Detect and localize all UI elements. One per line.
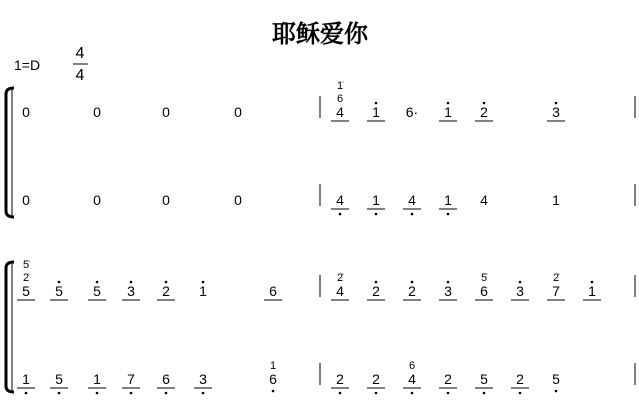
note: 1	[22, 371, 30, 387]
octave-dot-high	[555, 102, 558, 105]
note: 3	[552, 104, 560, 120]
chord-tone: 2̇	[336, 272, 344, 284]
note: 5	[552, 371, 560, 387]
chord-tone: 2̇	[552, 272, 560, 284]
note: 3	[444, 283, 452, 299]
note: 3	[127, 283, 135, 299]
note: 0	[234, 104, 242, 120]
note: 5	[22, 283, 30, 299]
octave-dot-high	[58, 281, 61, 284]
note: 4	[408, 371, 416, 387]
note: 6	[269, 371, 277, 387]
note: 1	[444, 192, 452, 208]
chord-tone: 1̇	[336, 80, 344, 92]
chord-tone: 1	[269, 360, 277, 372]
note: 0	[93, 192, 101, 208]
note: 0	[93, 104, 101, 120]
note: 4	[408, 192, 416, 208]
key-signature: 1=D	[14, 57, 41, 73]
note: 0	[162, 104, 170, 120]
note: 1	[588, 283, 596, 299]
note: 2	[336, 371, 344, 387]
note: 1	[372, 192, 380, 208]
octave-dot-high	[483, 102, 486, 105]
octave-dot-low	[483, 392, 486, 395]
octave-dot-low	[339, 213, 342, 216]
octave-dot-high	[411, 281, 414, 284]
note: 0	[162, 192, 170, 208]
octave-dot-high	[447, 102, 450, 105]
note: 0	[22, 104, 30, 120]
note: 2	[372, 283, 380, 299]
octave-dot-low	[96, 392, 99, 395]
octave-dot-high	[519, 281, 522, 284]
octave-dot-low	[202, 392, 205, 395]
time-signature-bottom: 4	[75, 67, 85, 84]
octave-dot-high	[591, 281, 594, 284]
note: 5	[55, 283, 63, 299]
octave-dot-high	[202, 281, 205, 284]
note: 3	[199, 371, 207, 387]
octave-dot-low	[519, 392, 522, 395]
octave-dot-low	[58, 392, 61, 395]
note: 4	[336, 192, 344, 208]
note: 4	[336, 104, 344, 120]
note: 5	[93, 283, 101, 299]
note: 3	[516, 283, 524, 299]
note: 6	[162, 371, 170, 387]
note: 0	[234, 192, 242, 208]
system-2	[6, 259, 635, 394]
note: 1	[93, 371, 101, 387]
octave-dot-high	[96, 281, 99, 284]
octave-dot-low	[25, 392, 28, 395]
octave-dot-low	[339, 392, 342, 395]
note: 5	[480, 371, 488, 387]
note: 6·	[405, 104, 419, 120]
octave-dot-high	[165, 281, 168, 284]
octave-dot-low	[130, 392, 133, 395]
octave-dot-high	[447, 281, 450, 284]
octave-dot-low	[411, 392, 414, 395]
note: 1	[199, 283, 207, 299]
time-signature-top: 4	[75, 45, 85, 62]
system-bracket	[6, 88, 14, 217]
system-bracket	[6, 262, 14, 392]
note: 2	[408, 283, 416, 299]
octave-dot-low	[272, 390, 275, 393]
octave-dot-low	[447, 213, 450, 216]
note: 6	[269, 283, 277, 299]
note: 2	[444, 371, 452, 387]
note: 7	[127, 371, 135, 387]
octave-dot-low	[411, 213, 414, 216]
note: 4	[480, 192, 488, 208]
octave-dot-high	[375, 102, 378, 105]
note: 4	[336, 283, 344, 299]
octave-dot-low	[165, 392, 168, 395]
octave-dot-low	[375, 392, 378, 395]
octave-dot-low	[555, 390, 558, 393]
note: 1	[552, 192, 560, 208]
note: 1	[372, 104, 380, 120]
note: 6	[480, 283, 488, 299]
chord-tone: 6	[336, 93, 344, 105]
note: 2	[516, 371, 524, 387]
chord-tone: 6	[408, 360, 416, 372]
music-systems	[6, 80, 635, 394]
note: 7	[552, 283, 560, 299]
octave-dot-high	[130, 281, 133, 284]
octave-dot-low	[447, 392, 450, 395]
octave-dot-low	[375, 213, 378, 216]
note: 2	[162, 283, 170, 299]
chord-tone: 2̇	[22, 272, 30, 284]
note: 1	[444, 104, 452, 120]
note: 2	[480, 104, 488, 120]
note: 0	[22, 192, 30, 208]
chord-tone: 5̇	[22, 259, 30, 271]
note: 5	[55, 371, 63, 387]
system-1	[6, 80, 635, 217]
note: 2	[372, 371, 380, 387]
chord-tone: 5̇	[480, 272, 488, 284]
octave-dot-high	[375, 281, 378, 284]
song-title: 耶稣爱你	[272, 20, 368, 48]
